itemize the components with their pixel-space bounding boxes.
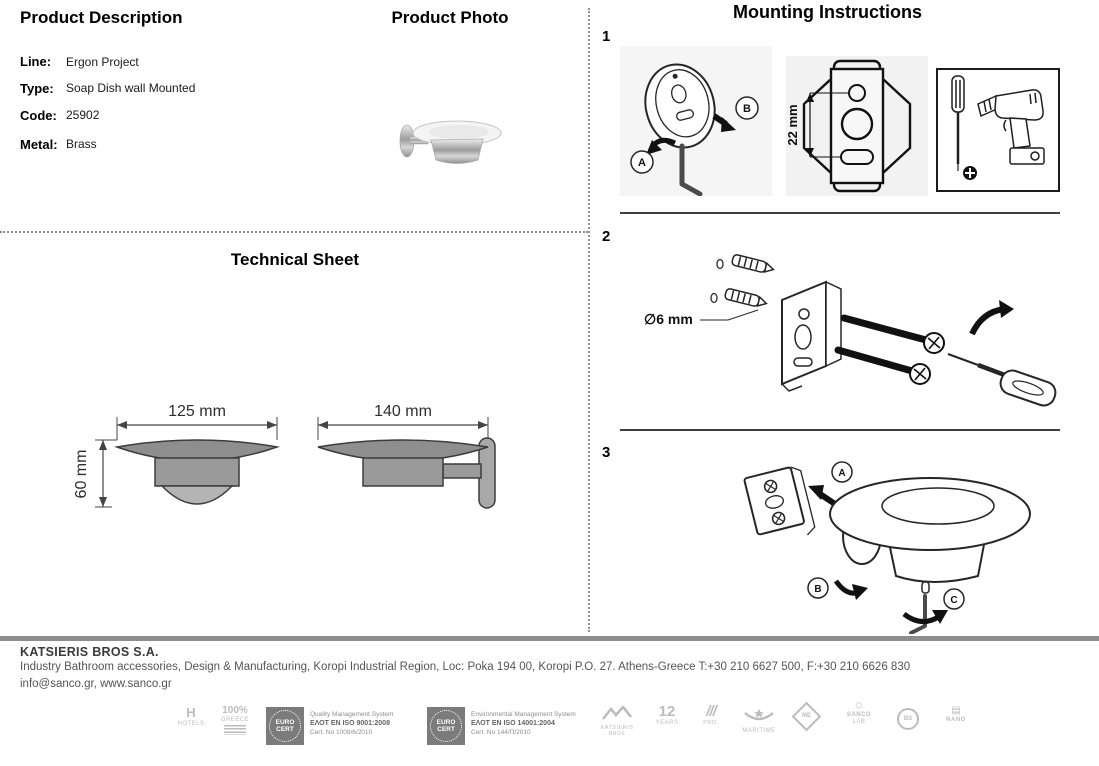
allen-key-icon	[911, 596, 925, 633]
step-3-number: 3	[602, 444, 611, 461]
technical-drawing	[60, 390, 522, 565]
chart-bubble-icon: ▤	[951, 705, 961, 716]
lightbulb-icon: ☼	[853, 697, 865, 711]
side-view-drawing	[318, 403, 495, 508]
step-divider-2	[620, 429, 1060, 431]
footer-contact-links[interactable]: info@sanco.gr, www.sanco.gr	[20, 678, 172, 690]
step2-illustration	[630, 238, 1060, 424]
step1-tools-illustration	[936, 68, 1060, 192]
iso-9001-cert-text: Quality Management System ΕΛΟΤ EN ISO 9001:2008 Cert. No 1008/6/2010	[310, 711, 394, 736]
turn-arrow-icon	[904, 614, 940, 622]
slashes-icon: ///	[706, 703, 716, 720]
field-label-type: Type:	[20, 81, 54, 96]
screwdriver-icon	[952, 76, 964, 171]
screw-icon	[844, 318, 944, 353]
mounted-bracket-icon	[744, 465, 816, 547]
bracket-icon	[782, 282, 841, 391]
product-description-title: Product Description	[20, 8, 183, 27]
katsieris-bros-logo: KATSIERIS BROS	[594, 706, 640, 737]
field-label-code: Code:	[20, 108, 57, 123]
hotels-logo: H HOTELS	[172, 706, 210, 728]
side-depth-dimension: 140 mm	[374, 403, 432, 420]
wall-anchor-icon	[731, 254, 774, 275]
wall-anchor-icon	[724, 288, 767, 309]
hotels-icon: H	[186, 705, 196, 720]
drill-icon	[978, 90, 1044, 164]
ring-icon: BS	[897, 708, 919, 730]
me-logo	[792, 706, 820, 729]
front-view-drawing	[73, 403, 277, 507]
step3-label-b: B	[814, 584, 822, 595]
eurocert-badge-icon: EURO CERT	[266, 707, 304, 745]
mountains-icon	[602, 706, 632, 720]
diamond-icon: ME	[791, 702, 821, 732]
screw-icon	[838, 350, 930, 384]
step-divider-1	[620, 212, 1060, 214]
field-value-line: Ergon Project	[66, 55, 139, 69]
projects-logo: /// PRO.	[696, 703, 726, 727]
footer-bar	[0, 636, 1099, 641]
turn-arrow-icon	[972, 309, 1004, 334]
field-value-metal: Brass	[66, 137, 97, 151]
step3-illustration	[690, 442, 1060, 634]
field-row-metal	[20, 136, 58, 154]
field-value-code: 25902	[66, 108, 100, 122]
sanco-lab-logo: ☼ SANCO LAB	[840, 698, 878, 726]
maritime-logo: MARITIME	[736, 709, 782, 735]
mounting-instructions-title: Mounting Instructions	[733, 2, 922, 22]
eurocert-badge-icon: EURO CERT	[427, 707, 465, 745]
arrow-a-icon	[820, 494, 835, 504]
12-years-logo: 12 YEARS	[655, 703, 679, 727]
nano-logo: ▤ NANO	[938, 705, 974, 723]
footer-address: Industry Bathroom accessories, Design & Manufacturing, Koropi Industrial Region, Loc: Poka 194 00, Koropi P.O. 27. Athens-Greece T:+30 210 6627 500, F:+30 210 6626 830	[20, 661, 911, 673]
horizontal-dotted-divider	[0, 231, 588, 233]
product-photo-title: Product Photo	[391, 8, 509, 27]
100-percent-greece-logo: 100% GREECE	[218, 705, 252, 735]
phillips-icon	[963, 166, 977, 180]
field-value-type: Soap Dish wall Mounted	[66, 81, 196, 95]
step1-label-a: A	[638, 157, 646, 169]
field-label-metal: Metal:	[20, 137, 58, 152]
step1-template-illustration	[786, 56, 928, 196]
wings-star-icon	[743, 709, 775, 723]
template-dimension: 22 mm	[786, 104, 800, 146]
screwdriver-icon	[948, 354, 1058, 408]
allen-key-icon	[682, 146, 700, 194]
step3-label-a: A	[838, 468, 846, 479]
footer-company-name: KATSIERIS BROS S.A.	[20, 645, 159, 659]
field-row-line	[20, 53, 51, 71]
step1-backplate-illustration	[620, 46, 772, 196]
field-row-code	[20, 107, 57, 125]
field-row-type	[20, 80, 54, 98]
step-2-number: 2	[602, 228, 611, 245]
greece-flag-icon	[224, 725, 246, 735]
soap-dish-icon	[830, 478, 1030, 582]
iso-14001-cert-text: Environmental Management System ΕΛΟΤ EN ISO 14001:2004 Cert. No 144/Π/2010	[471, 711, 576, 736]
step3-label-c: C	[950, 595, 958, 606]
hole-diameter-label: ∅6 mm	[644, 311, 693, 327]
set-screw-icon	[922, 582, 929, 593]
product-photo-image	[393, 103, 508, 175]
bs-logo	[894, 708, 922, 732]
step-1-number: 1	[602, 28, 611, 45]
front-width-dimension: 125 mm	[168, 403, 226, 420]
vertical-dotted-divider	[588, 8, 590, 632]
height-dimension: 60 mm	[73, 449, 90, 499]
field-label-line: Line:	[20, 54, 52, 69]
technical-sheet-title: Technical Sheet	[230, 250, 360, 269]
step1-label-b: B	[743, 103, 751, 115]
